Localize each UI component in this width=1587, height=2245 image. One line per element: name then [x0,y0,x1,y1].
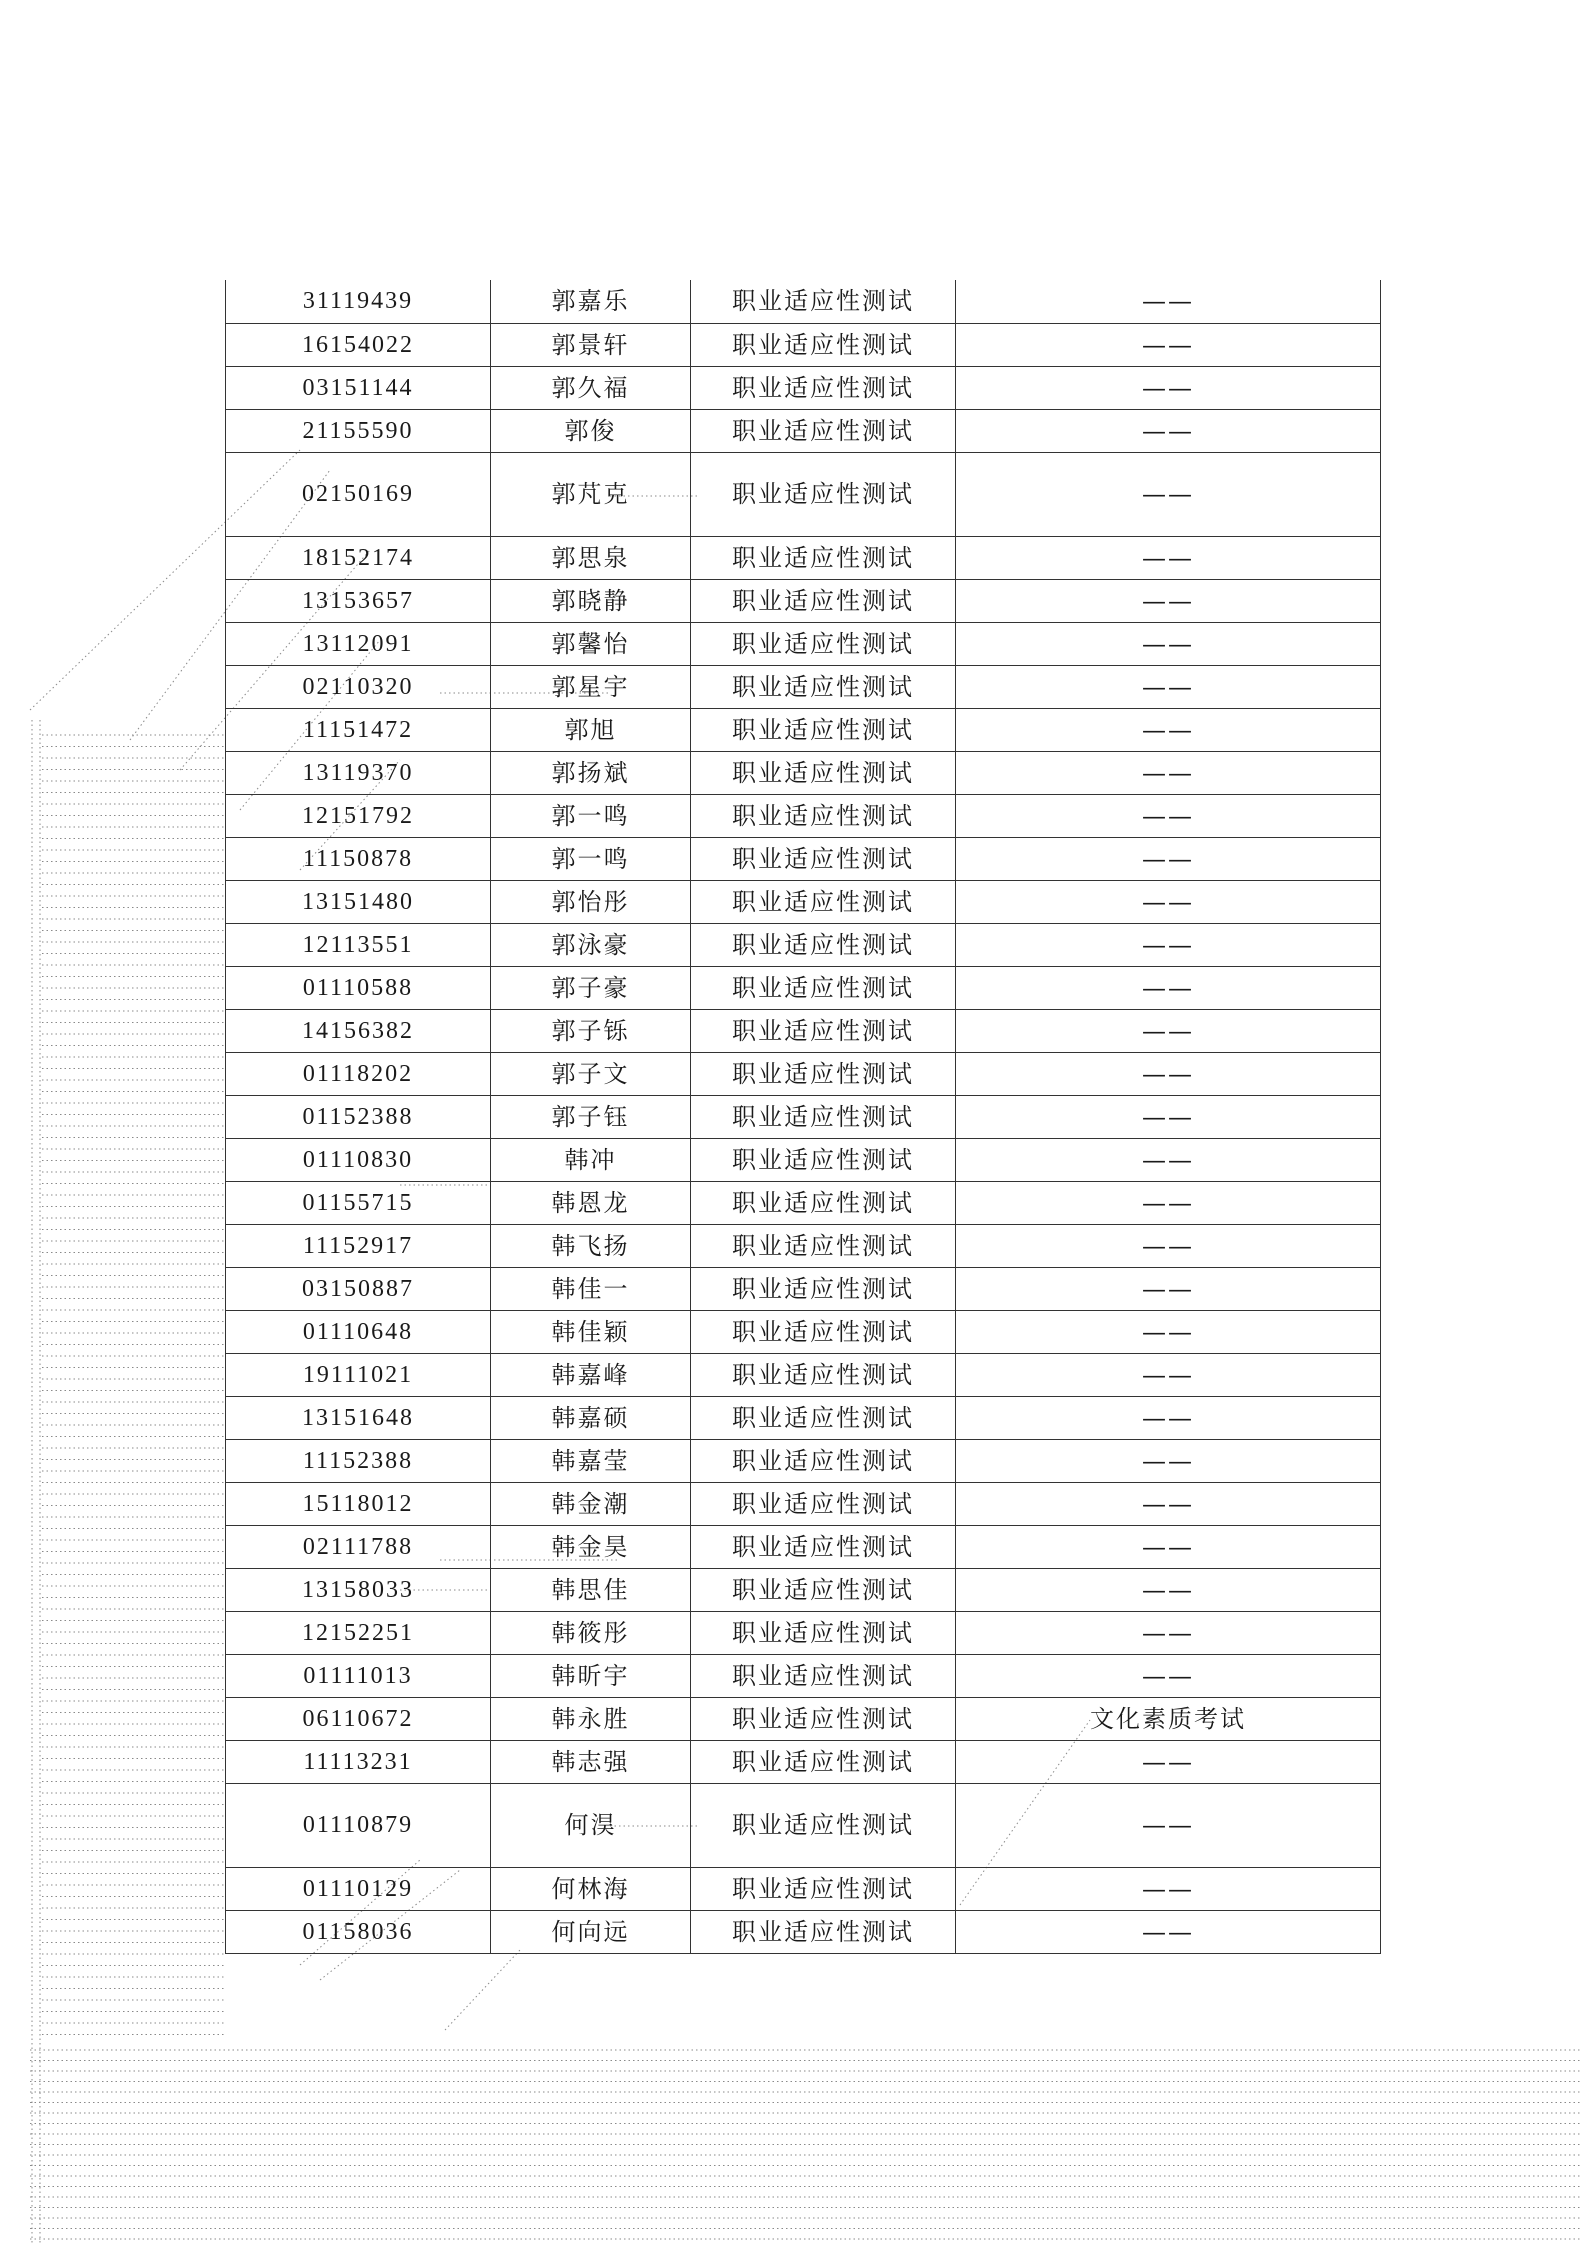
candidate-name: 韩志强 [491,1740,691,1783]
additional-exam: —— [956,1009,1381,1052]
candidate-id: 12151792 [226,794,491,837]
additional-exam: —— [956,1568,1381,1611]
candidate-id: 02150169 [226,452,491,536]
exam-type: 职业适应性测试 [691,708,956,751]
table-row [226,794,1381,837]
table-row [226,536,1381,579]
additional-exam: —— [956,1783,1381,1867]
candidate-name: 韩金昊 [491,1525,691,1568]
additional-exam: —— [956,1525,1381,1568]
candidate-name: 韩金潮 [491,1482,691,1525]
table-row [226,1654,1381,1697]
table-row [226,1267,1381,1310]
candidate-id: 13119370 [226,751,491,794]
additional-exam: —— [956,1052,1381,1095]
candidate-name: 韩冲 [491,1138,691,1181]
candidate-id: 01110588 [226,966,491,1009]
additional-exam: —— [956,1181,1381,1224]
table-row [226,366,1381,409]
candidate-name: 郭子豪 [491,966,691,1009]
exam-type: 职业适应性测试 [691,1611,956,1654]
candidate-id: 03150887 [226,1267,491,1310]
candidate-name: 韩嘉峰 [491,1353,691,1396]
table-row [226,1439,1381,1482]
exam-type: 职业适应性测试 [691,880,956,923]
table-row [226,280,1381,323]
table-row [226,708,1381,751]
exam-type: 职业适应性测试 [691,837,956,880]
additional-exam: —— [956,1740,1381,1783]
candidate-id: 01158036 [226,1910,491,1953]
table-row [226,1525,1381,1568]
exam-type: 职业适应性测试 [691,751,956,794]
candidate-name: 郭俊 [491,409,691,452]
table-row [226,1224,1381,1267]
additional-exam: —— [956,1396,1381,1439]
candidate-name: 韩思佳 [491,1568,691,1611]
exam-type: 职业适应性测试 [691,1310,956,1353]
candidate-id: 13153657 [226,579,491,622]
candidate-id: 11152917 [226,1224,491,1267]
additional-exam: —— [956,536,1381,579]
additional-exam: —— [956,751,1381,794]
additional-exam: —— [956,1910,1381,1953]
additional-exam: —— [956,1867,1381,1910]
exam-type: 职业适应性测试 [691,1439,956,1482]
exam-type: 职业适应性测试 [691,966,956,1009]
exam-type: 职业适应性测试 [691,665,956,708]
candidate-id: 13112091 [226,622,491,665]
exam-type: 职业适应性测试 [691,1654,956,1697]
table-row [226,452,1381,536]
candidate-id: 13151648 [226,1396,491,1439]
candidate-name: 韩飞扬 [491,1224,691,1267]
table-row [226,1867,1381,1910]
additional-exam: —— [956,579,1381,622]
table-row [226,1310,1381,1353]
table-row [226,1181,1381,1224]
candidate-id: 13151480 [226,880,491,923]
exam-type: 职业适应性测试 [691,1095,956,1138]
table-row [226,1910,1381,1953]
candidate-name: 何淏 [491,1783,691,1867]
candidate-id: 01118202 [226,1052,491,1095]
candidate-name: 韩嘉莹 [491,1439,691,1482]
candidate-id: 19111021 [226,1353,491,1396]
candidate-id: 11151472 [226,708,491,751]
exam-type: 职业适应性测试 [691,579,956,622]
additional-exam: —— [956,665,1381,708]
exam-type: 职业适应性测试 [691,1267,956,1310]
candidate-name: 郭一鸣 [491,837,691,880]
candidate-id: 01110830 [226,1138,491,1181]
additional-exam: —— [956,837,1381,880]
table-row [226,1052,1381,1095]
additional-exam: 文化素质考试 [956,1697,1381,1740]
exam-type: 职业适应性测试 [691,1482,956,1525]
table-row [226,409,1381,452]
candidate-id: 01111013 [226,1654,491,1697]
additional-exam: —— [956,280,1381,323]
table-row [226,1009,1381,1052]
candidate-name: 郭子文 [491,1052,691,1095]
exam-type: 职业适应性测试 [691,794,956,837]
table-row [226,1611,1381,1654]
table-row [226,1138,1381,1181]
additional-exam: —— [956,1482,1381,1525]
table-row [226,1396,1381,1439]
candidate-id: 11113231 [226,1740,491,1783]
candidate-name: 韩佳颖 [491,1310,691,1353]
additional-exam: —— [956,966,1381,1009]
candidate-name: 郭久福 [491,366,691,409]
candidate-id: 03151144 [226,366,491,409]
exam-type: 职业适应性测试 [691,452,956,536]
candidate-name: 何向远 [491,1910,691,1953]
candidate-id: 21155590 [226,409,491,452]
exam-type: 职业适应性测试 [691,366,956,409]
table-row [226,622,1381,665]
candidate-id: 12113551 [226,923,491,966]
exam-type: 职业适应性测试 [691,1052,956,1095]
table-row [226,1697,1381,1740]
exam-type: 职业适应性测试 [691,1867,956,1910]
candidate-name: 何林海 [491,1867,691,1910]
table-row [226,1482,1381,1525]
candidate-name: 韩嘉硕 [491,1396,691,1439]
additional-exam: —— [956,923,1381,966]
exam-type: 职业适应性测试 [691,1783,956,1867]
candidate-name: 郭泳豪 [491,923,691,966]
candidate-name: 郭馨怡 [491,622,691,665]
additional-exam: —— [956,1267,1381,1310]
candidate-id: 11152388 [226,1439,491,1482]
exam-type: 职业适应性测试 [691,409,956,452]
candidate-name: 韩永胜 [491,1697,691,1740]
candidate-id: 02111788 [226,1525,491,1568]
table-row [226,579,1381,622]
roster-body [226,280,1381,1953]
additional-exam: —— [956,452,1381,536]
additional-exam: —— [956,708,1381,751]
candidate-name: 韩昕宇 [491,1654,691,1697]
candidate-id: 06110672 [226,1697,491,1740]
additional-exam: —— [956,1353,1381,1396]
additional-exam: —— [956,1224,1381,1267]
additional-exam: —— [956,1310,1381,1353]
additional-exam: —— [956,323,1381,366]
exam-type: 职业适应性测试 [691,1910,956,1953]
candidate-id: 01152388 [226,1095,491,1138]
candidate-name: 郭旭 [491,708,691,751]
candidate-name: 郭景轩 [491,323,691,366]
candidate-id: 01155715 [226,1181,491,1224]
table-row [226,966,1381,1009]
candidate-name: 韩恩龙 [491,1181,691,1224]
exam-type: 职业适应性测试 [691,1009,956,1052]
exam-type: 职业适应性测试 [691,323,956,366]
additional-exam: —— [956,366,1381,409]
candidate-id: 01110129 [226,1867,491,1910]
exam-type: 职业适应性测试 [691,536,956,579]
table-row [226,923,1381,966]
table-row [226,1095,1381,1138]
candidate-name: 郭晓静 [491,579,691,622]
exam-type: 职业适应性测试 [691,923,956,966]
exam-type: 职业适应性测试 [691,1181,956,1224]
table-row [226,837,1381,880]
exam-type: 职业适应性测试 [691,1138,956,1181]
candidate-name: 郭子钰 [491,1095,691,1138]
candidate-name: 郭子铄 [491,1009,691,1052]
exam-type: 职业适应性测试 [691,1568,956,1611]
candidate-name: 郭一鸣 [491,794,691,837]
exam-type: 职业适应性测试 [691,280,956,323]
candidate-id: 18152174 [226,536,491,579]
table-row [226,665,1381,708]
candidate-id: 14156382 [226,1009,491,1052]
candidate-name: 韩佳一 [491,1267,691,1310]
additional-exam: —— [956,1654,1381,1697]
additional-exam: —— [956,1611,1381,1654]
table-row [226,1783,1381,1867]
additional-exam: —— [956,1095,1381,1138]
candidate-name: 郭怡彤 [491,880,691,923]
candidate-name: 郭芃克 [491,452,691,536]
table-row [226,880,1381,923]
exam-type: 职业适应性测试 [691,1697,956,1740]
candidate-name: 郭思泉 [491,536,691,579]
additional-exam: —— [956,794,1381,837]
additional-exam: —— [956,409,1381,452]
exam-type: 职业适应性测试 [691,1740,956,1783]
candidate-name: 郭星宇 [491,665,691,708]
roster-table [225,280,1381,1954]
candidate-id: 13158033 [226,1568,491,1611]
candidate-id: 11150878 [226,837,491,880]
exam-type: 职业适应性测试 [691,1396,956,1439]
candidate-id: 02110320 [226,665,491,708]
candidate-id: 16154022 [226,323,491,366]
table-row [226,323,1381,366]
table-row [226,1568,1381,1611]
table-row [226,751,1381,794]
exam-type: 职业适应性测试 [691,1353,956,1396]
candidate-id: 15118012 [226,1482,491,1525]
exam-type: 职业适应性测试 [691,622,956,665]
additional-exam: —— [956,622,1381,665]
additional-exam: —— [956,1439,1381,1482]
candidate-id: 01110648 [226,1310,491,1353]
candidate-id: 31119439 [226,280,491,323]
candidate-name: 郭扬斌 [491,751,691,794]
candidate-name: 郭嘉乐 [491,280,691,323]
candidate-id: 12152251 [226,1611,491,1654]
candidate-id: 01110879 [226,1783,491,1867]
table-row [226,1740,1381,1783]
exam-type: 职业适应性测试 [691,1525,956,1568]
exam-type: 职业适应性测试 [691,1224,956,1267]
additional-exam: —— [956,1138,1381,1181]
additional-exam: —— [956,880,1381,923]
table-row [226,1353,1381,1396]
candidate-name: 韩筱彤 [491,1611,691,1654]
